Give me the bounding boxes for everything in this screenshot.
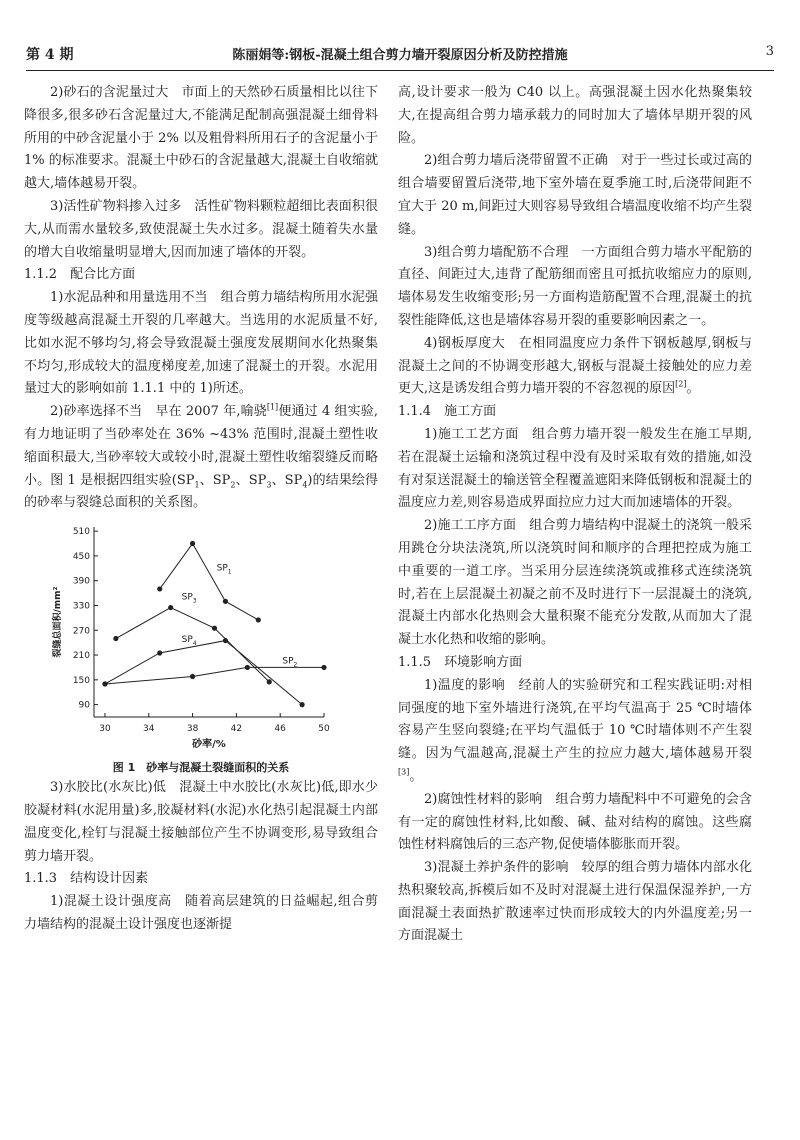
y-tick-label: 510 xyxy=(72,527,90,538)
series-line-SP2 xyxy=(105,668,324,685)
data-point-SP4 xyxy=(223,638,228,643)
series-line-SP4 xyxy=(105,641,302,705)
paragraph: 2)腐蚀性材料的影响 组合剪力墙配料中不可避免的会含有一定的腐蚀性材料,比如酸、碱、盐对结构的腐蚀。这些腐蚀性材料腐蚀后的三态产物,促使墙体膨胀而开裂。 xyxy=(398,791,752,853)
section-heading: 1.1.3 结构设计因素 xyxy=(24,871,149,887)
series-label-SP1: $SP_1$ xyxy=(216,563,232,576)
series-label-SP4: $SP_4$ xyxy=(181,634,197,647)
section-heading: 1.1.5 环境影响方面 xyxy=(398,654,523,670)
series-line-SP1 xyxy=(160,544,259,620)
paragraph: 2)砂石的含泥量过大 市面上的天然砂石质量相比以往下降很多,很多砂石含泥量过大,不能满足配制高强混凝土细骨料所用的中砂含泥量小于 2% 以及粗骨料所用石子的含泥量小于 1% 的标准要求。混凝土中砂石的含泥量越大,混凝土自收缩就越大,墙体越易开裂。 xyxy=(24,85,378,192)
data-point-SP3 xyxy=(168,605,173,610)
data-point-SP4 xyxy=(102,681,107,686)
y-tick-label: 390 xyxy=(72,576,90,587)
section-heading: 1.1.4 施工方面 xyxy=(398,404,497,420)
figure-1 xyxy=(24,521,378,757)
data-point-SP4 xyxy=(157,651,162,656)
right-column xyxy=(398,82,752,948)
data-point-SP1 xyxy=(157,586,162,591)
paragraph: 1)温度的影响 经前人的实验研究和工程实践证明:对相同强度的地下室外墙进行浇筑,在平均气温高于 25 ℃时墙体容易产生竖向裂缝;在平均气温低于 10 ℃时墙体则不产生裂缝。因为气温越高,混凝土产生的拉应力越大,墙体越易开裂[3]。 xyxy=(398,677,752,784)
y-tick-label: 150 xyxy=(72,675,90,686)
paragraph: 2)施工工序方面 组合剪力墙结构中混凝土的浇筑一般采用跳仓分块法浇筑,所以浇筑时间和顺序的合理把控成为施工中重要的一道工序。当采用分层连续浇筑或推移式连续浇筑时,若在上层混凝土初凝之前不及时进行下一层混凝土的浇筑,混凝土内部水化热则会大量积聚不能充分发散,从而加大了混凝土水化热和收缩的影响。 xyxy=(398,518,752,648)
series-label-SP2: $SP_2$ xyxy=(282,656,298,669)
paragraph: 1)施工工艺方面 组合剪力墙开裂一般发生在施工早期,若在混凝土运输和浇筑过程中没有及时采取有效的措施,如没有对泵送混凝土的输送管全程覆盖遮阳来降低钢板和混凝土的温度应力差,则容易造成界面拉应力过大而加速墙体的开裂。 xyxy=(398,426,752,511)
y-tick-label: 330 xyxy=(72,601,90,612)
paragraph: 1)水泥品种和用量选用不当 组合剪力墙结构所用水泥强度等级越高混凝土开裂的几率越大。当选用的水泥质量不好,比如水泥不够均匀,将会导致混凝土强度发展期间水化热聚集不均匀,形成较大的温度梯度差,加速了混凝土的开裂。水泥用量过大的影响如前 1.1.1 中的 1)所述。 xyxy=(24,290,378,397)
x-tick-label: 30 xyxy=(99,724,111,735)
data-point-SP3 xyxy=(267,679,272,684)
paragraph: 2)砂率选择不当 早在 2007 年,喻骁[1]便通过 4 组实验,有力地证明了当砂率处在 36% ~43% 范围时,混凝土塑性收缩面积最大,当砂率较大或较小时,混凝土塑性收缩裂缝反而略小。图 1 是根据四组实验($SP_1$、$SP_2$、$SP_3$、$SP_4$)的结果绘得的砂率与裂缝总面积的关系图。 xyxy=(24,402,378,511)
data-point-SP4 xyxy=(299,702,304,707)
x-tick-label: 42 xyxy=(230,724,243,735)
paragraph: 3)组合剪力墙配筋不合理 一方面组合剪力墙水平配筋的直径、间距过大,违背了配筋细而密且可抵抗收缩应力的原则,墙体易发生收缩变形;另一方面构造筋配置不合理,混凝土的抗裂性能降低,这也是墙体容易开裂的重要影响因素之一。 xyxy=(398,244,752,328)
sand-ratio-crack-chart xyxy=(24,521,378,757)
data-point-SP1 xyxy=(190,541,195,546)
running-title: 陈丽娟等:钢板-混凝土组合剪力墙开裂原因分析及防控措施 xyxy=(232,48,568,63)
header-rule xyxy=(26,70,774,71)
data-point-SP3 xyxy=(212,626,217,631)
data-point-SP3 xyxy=(113,636,118,641)
paragraph: 3)活性矿物料掺入过多 活性矿物料颗粒超细比表面积很大,从而需水量较多,致使混凝土失水过多。混凝土随着失水量的增大自收缩量明显增大,因而加速了墙体的开裂。 xyxy=(24,198,378,260)
paragraph: 2)组合剪力墙后浇带留置不正确 对于一些过长或过高的组合墙要留置后浇带,地下室外墙在夏季施工时,后浇带间距不宜大于 20 m,间距过大则容易导致组合墙温度收缩不均产生裂缝。 xyxy=(398,153,752,237)
y-tick-label: 270 xyxy=(72,626,90,637)
data-point-SP2 xyxy=(245,665,250,670)
y-tick-label: 450 xyxy=(72,552,90,563)
section-heading: 1.1.2 配合比方面 xyxy=(24,267,136,283)
x-tick-label: 38 xyxy=(186,724,199,735)
paragraph: 4)钢板厚度大 在相同温度应力条件下钢板越厚,钢板与混凝土之间的不协调变形越大,钢板与混凝土接触处的应力差更大,这是诱发组合剪力墙开裂的不容忽视的原因[2]。 xyxy=(398,335,752,397)
left-column xyxy=(24,82,378,937)
running-header xyxy=(26,44,774,70)
data-point-SP1 xyxy=(223,599,228,604)
paragraph: 3)混凝土养护条件的影响 较厚的组合剪力墙体内部水化热积聚较高,拆模后如不及时对混凝土进行保温保湿养护,一方面混凝土表面热扩散速率过快而形成较大的内外温度差;另一方面混凝土 xyxy=(398,860,752,944)
y-axis-label: 裂缝总面积/mm² xyxy=(53,586,63,658)
paragraph: 1)混凝土设计强度高 随着高层建筑的日益崛起,组合剪力墙结构的混凝土设计强度也逐渐提 xyxy=(24,894,378,932)
data-point-SP2 xyxy=(321,665,326,670)
paragraph: 高,设计要求一般为 C40 以上。高强混凝土因水化热聚集较大,在提高组合剪力墙承载力的同时加大了墙体早期开裂的风险。 xyxy=(398,85,752,146)
data-point-SP2 xyxy=(190,674,195,679)
series-label-SP3: $SP_3$ xyxy=(181,592,197,605)
x-axis-label: 砂率/% xyxy=(192,739,226,751)
x-tick-label: 46 xyxy=(274,724,286,735)
x-tick-label: 34 xyxy=(143,724,155,735)
issue-number: 第 4 期 xyxy=(26,47,74,63)
citation[interactable]: [1] xyxy=(266,402,279,412)
citation[interactable]: [2] xyxy=(675,380,687,390)
y-tick-label: 90 xyxy=(78,700,90,711)
data-point-SP1 xyxy=(256,617,261,622)
page-number: 3 xyxy=(765,44,774,59)
citation[interactable]: [3] xyxy=(398,767,410,777)
paragraph: 3)水胶比(水灰比)低 混凝土中水胶比(水灰比)低,即水少胶凝材料(水泥用量)多,胶凝材料(水泥)水化热引起混凝土内部温度变化,栓钉与混凝土接触部位产生不协调变形,易导致组合剪力墙开裂。 xyxy=(24,780,378,864)
figure-caption: 图 1 砂率与混凝土裂缝面积的关系 xyxy=(112,761,290,775)
x-tick-label: 50 xyxy=(318,724,330,735)
y-tick-label: 210 xyxy=(72,651,90,662)
